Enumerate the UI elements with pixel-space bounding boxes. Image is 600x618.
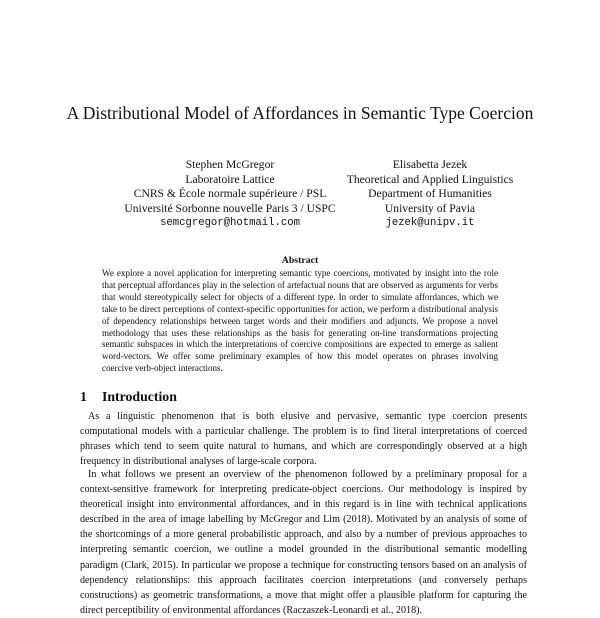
abstract-text: We explore a novel application for interpreting semantic type coercions, motivated by insight into the role that perceptual affordances play in the selection of artefactual nouns that are observed as arguments for verbs that would stereotypically select for objects of a different type. In order to simulate affordances, which we take to be direct perceptions of context-specific opportunities for action, we perform a distributional analysis of dependency relationships between target words and their modifiers and adjuncts. We propose a novel methodology that uses these relationships as the basis for generating on-line transformations projecting semantic subspaces in which the interpretations of coercive compositions are expected to emerge as salient word-vectors. We offer some preliminary examples of how this model operates on phrases involving coercive verb-object interactions.	[102, 268, 498, 374]
body-paragraph-1: As a linguistic phenomenon that is both elusive and pervasive, semantic type coercion presents computational models with a particular challenge. The problem is to find literal interpretations of coerced phrases which tend to seem quite natural to humans, and which are correspondingly observed at a high frequency in distributional analyses of large-scale corpora.	[80, 411, 527, 468]
author-affiliation: Université Sorbonne nouvelle Paris 3 / USPC	[124, 201, 336, 215]
author-name: Elisabetta Jezek	[392, 158, 468, 171]
abstract-heading: Abstract	[281, 255, 319, 266]
author-block-1	[110, 158, 350, 231]
author-name: Stephen McGregor	[185, 158, 275, 171]
body-paragraph-2: In what follows we present an overview of the phenomenon followed by a preliminary proposal for a context-sensitive framework for interpreting predicate-object coercions. Our methodology is inspired by theoretical insight into environmental affordances, and in this regard is in line with technical applications described in the area of image labelling by McGregor and Lim (2018). Motivated by an analysis of some of the shortcomings of a more general probabilistic approach, and also by a number of previous approaches to interpreting semantic coercion, we outline a model grounded in the distributional semantic modelling paradigm (Clark, 2015). In particular we propose a technique for constructing tensors based on an analysis of dependency relationships: this approach facilitates coercion interpretations (and conversely perhaps constructions) as geometric transformations, a move that might offer a plausible platform for capturing the direct perceptibility of environmental affordances (Raczaszek-Leonardi et al., 2018).	[80, 469, 527, 616]
author-email: jezek@unipv.it	[385, 217, 475, 230]
paper-title: A Distributional Model of Affordances in Semantic Type Coercion	[66, 103, 534, 123]
author-affiliation: Theoretical and Applied Linguistics	[346, 172, 514, 186]
section-title: Introduction	[102, 389, 177, 404]
section-number: 1	[80, 389, 87, 404]
author-affiliation: Department of Humanities	[368, 187, 492, 201]
author-block-2	[318, 158, 542, 231]
author-affiliation: University of Pavia	[384, 201, 476, 215]
author-affiliation: CNRS & École normale supérieure / PSL	[133, 187, 327, 201]
author-affiliation: Laboratoire Lattice	[185, 172, 275, 186]
section-heading	[80, 389, 177, 405]
author-email: semcgregor@hotmail.com	[160, 217, 300, 230]
